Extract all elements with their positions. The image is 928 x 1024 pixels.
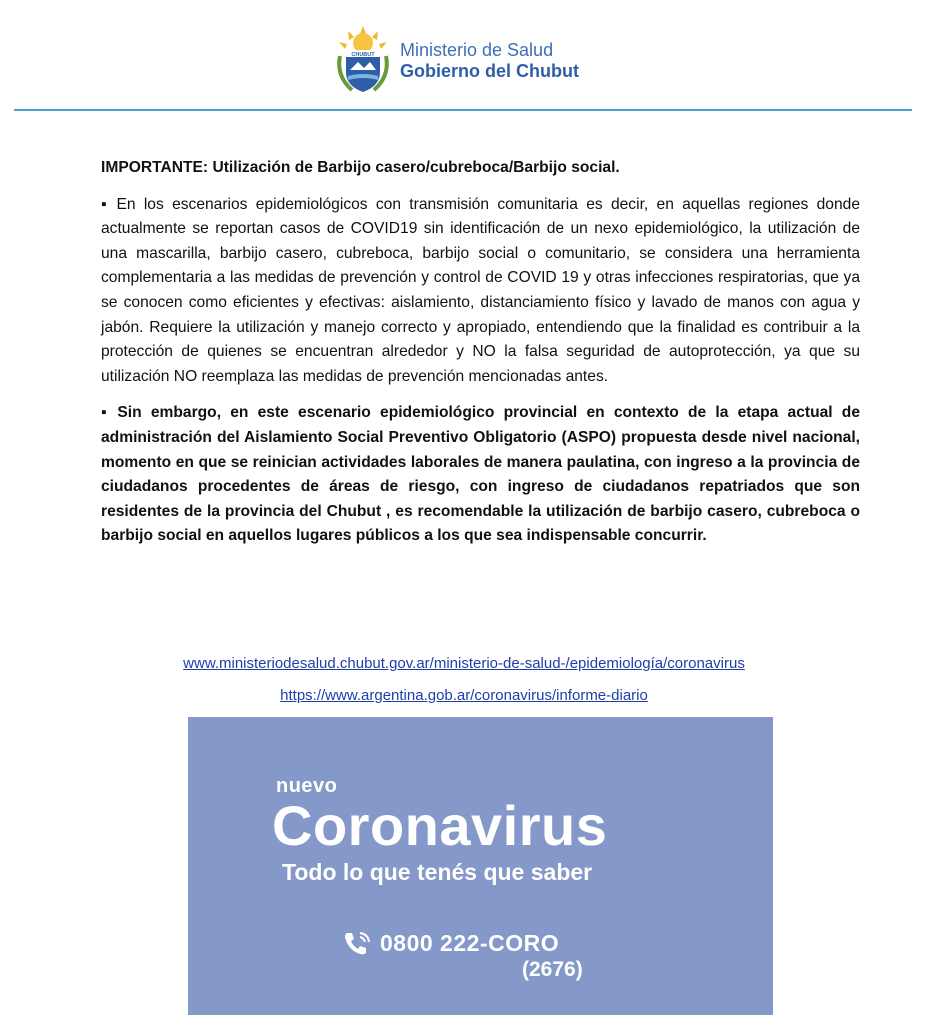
phone-icon	[340, 929, 374, 957]
link-chubut-coronavirus[interactable]: www.ministeriodesalud.chubut.gov.ar/ministerio-de-salud-/epidemiología/coronavirus	[183, 655, 745, 672]
document-body	[101, 156, 860, 561]
reference-links	[0, 648, 928, 712]
paragraph-2	[101, 401, 860, 549]
paragraph-2-text: Sin embargo, en este escenario epidemiológico provincial en contexto de la etapa actual de administración del Aislamiento Social Preventivo Obligatorio (ASPO) propuesta desde nivel nacional, momento en que se reinician actividades laborales de manera paulatina, con ingreso a la provincia de ciudadanos procedentes de áreas de riesgo, con ingreso de ciudadanos repatriados que son residentes de la provincia del Chubut , es recomendable la utilización de barbijo casero, cubreboca o barbijo social en aquellos lugares públicos a los que sea indispensable concurrir.	[101, 404, 860, 545]
banner-phone-digits: (2676)	[522, 958, 583, 981]
org-line2: Gobierno del Chubut	[400, 61, 579, 81]
banner-subtitle: Todo lo que tenés que saber	[282, 859, 593, 885]
banner-phone-row	[340, 929, 559, 957]
bullet-marker: ▪	[101, 195, 111, 213]
paragraph-1-text: En los escenarios epidemiológicos con transmisión comunitaria es decir, en aquellas regiones donde actualmente se reportan casos de COVID19 sin identificación de un nexo epidemiológico, la utilización de una mascarilla, barbijo casero, cubreboca, barbijo social o comunitario, se considera una herramienta complementaria a las medidas de prevención y control de COVID 19 y otras infecciones respiratorias, que ya se conocen como eficientes y efectivas: aislamiento, distanciamiento físico y lavado de manos con agua y jabón. Requiere la utilización y manejo correcto y apropiado, entendiendo que la finalidad es contribuir a la protección de quienes se encuentran alrededor y NO la falsa seguridad de autoprotección, ya que su utilización NO reemplaza las medidas de prevención mencionadas antes.	[101, 195, 860, 385]
banner-nuevo: nuevo	[276, 775, 338, 797]
coronavirus-banner	[188, 717, 773, 1015]
paragraph-1	[101, 193, 860, 390]
svg-text:CHUBUT: CHUBUT	[351, 52, 375, 58]
document-heading: IMPORTANTE: Utilización de Barbijo casero/cubreboca/Barbijo social.	[101, 159, 620, 176]
banner-phone: 0800 222-CORO	[380, 929, 560, 956]
crest-icon	[334, 26, 392, 96]
ministry-logo	[334, 22, 624, 100]
org-name	[400, 40, 579, 81]
bullet-marker: ▪	[101, 404, 112, 422]
link-argentina-informe[interactable]: https://www.argentina.gob.ar/coronavirus/informe-diario	[280, 687, 648, 704]
page-header	[0, 0, 928, 112]
org-line1: Ministerio de Salud	[400, 40, 554, 61]
banner-title: Coronavirus	[272, 794, 608, 857]
header-divider	[14, 109, 912, 111]
